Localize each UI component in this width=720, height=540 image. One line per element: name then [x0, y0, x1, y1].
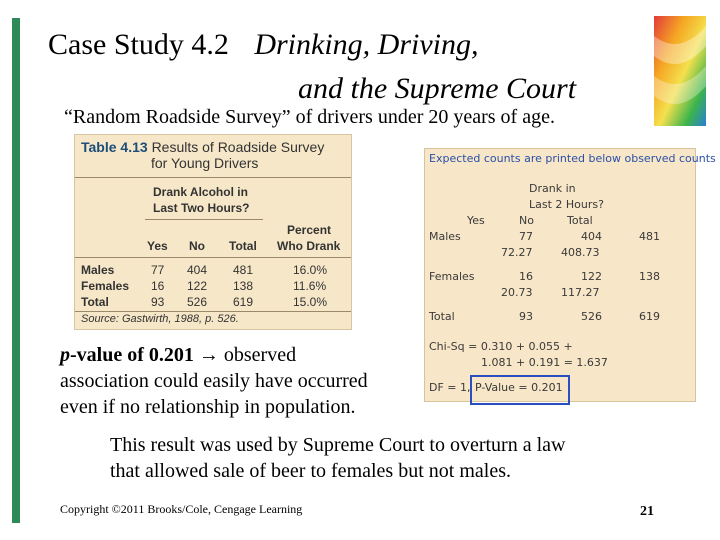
arrow-icon: →: [198, 344, 219, 366]
table-source: Source: Gastwirth, 1988, p. 526.: [81, 313, 239, 325]
minitab-cell: 408.73: [561, 246, 600, 259]
table-divider: [75, 177, 351, 178]
title-main: Case Study 4.2: [48, 28, 229, 61]
minitab-row-label: Females: [429, 270, 475, 283]
table-title-line2: for Young Drivers: [151, 155, 259, 171]
page-number: 21: [640, 504, 654, 519]
minitab-drank-line1: Drank in: [529, 182, 576, 195]
note-line1: This result was used by Supreme Court to overturn a law: [110, 434, 566, 456]
minitab-cell: 619: [639, 310, 660, 323]
left-accent-bar: [12, 18, 20, 523]
table-cell: 138: [233, 279, 254, 293]
slide-title: [48, 28, 479, 62]
pvalue-label: -value of 0.201: [70, 344, 194, 366]
table-cell: 93: [151, 295, 165, 309]
table-title-line1: Results of Roadside Survey: [151, 139, 325, 155]
minitab-header: Expected counts are printed below observed counts: [429, 152, 716, 165]
minitab-cell: 138: [639, 270, 660, 283]
minitab-col-yes: Yes: [467, 214, 485, 227]
title-italic-line2: and the Supreme Court: [298, 72, 577, 105]
table-footer-divider: [75, 311, 351, 312]
table-group-line2: Last Two Hours?: [153, 201, 250, 215]
table-label: Table 4.13: [81, 139, 148, 155]
table-cell: 404: [187, 263, 208, 277]
minitab-cell: 20.73: [501, 286, 533, 299]
minitab-col-total: Total: [567, 214, 593, 227]
table-col-no: No: [189, 239, 205, 253]
table-pct-line2: Who Drank: [277, 239, 341, 253]
minitab-cell: 481: [639, 230, 660, 243]
table-row-label: Females: [81, 279, 130, 293]
minitab-row-label: Total: [429, 310, 455, 323]
minitab-pvalue: P-Value = 0.201: [475, 381, 563, 394]
table-header-divider: [75, 257, 351, 258]
pvalue-tail: observed: [223, 344, 297, 366]
minitab-chisq-line1: Chi-Sq = 0.310 + 0.055 +: [429, 340, 573, 353]
table-col-yes: Yes: [147, 239, 168, 253]
minitab-cell: 117.27: [561, 286, 600, 299]
minitab-df: DF = 1,: [429, 381, 471, 394]
table-cell: 619: [233, 295, 254, 309]
copyright-text: Copyright ©2011 Brooks/Cole, Cengage Learning: [60, 502, 303, 516]
minitab-col-no: No: [519, 214, 534, 227]
table-col-total: Total: [229, 239, 257, 253]
minitab-drank-line2: Last 2 Hours?: [529, 198, 604, 211]
table-cell: 11.6%: [293, 279, 327, 293]
minitab-cell: 404: [581, 230, 602, 243]
minitab-cell: 93: [519, 310, 533, 323]
table-group-divider: [145, 219, 263, 220]
minitab-cell: 526: [581, 310, 602, 323]
pvalue-explanation: [60, 342, 368, 420]
minitab-cell: 72.27: [501, 246, 533, 259]
pvalue-line2: association could easily have occurred: [60, 370, 368, 392]
table-cell: 481: [233, 263, 254, 277]
table-cell: 526: [187, 295, 208, 309]
pvalue-line3: even if no relationship in population.: [60, 396, 356, 418]
slide-subtitle: “Random Roadside Survey” of drivers under 20 years of age.: [64, 106, 555, 128]
table-title: [81, 139, 324, 171]
table-cell: 15.0%: [293, 295, 328, 309]
table-group-line1: Drank Alcohol in: [153, 185, 248, 199]
minitab-cell: 122: [581, 270, 602, 283]
roadside-survey-table: [74, 134, 352, 330]
table-pct-line1: Percent: [287, 223, 332, 237]
minitab-chisq-line2: 1.081 + 0.191 = 1.637: [481, 356, 608, 369]
title-italic-line1: Drinking, Driving,: [254, 28, 479, 61]
pvalue-highlight-box: [470, 375, 570, 405]
note-line2: that allowed sale of beer to females but not males.: [110, 460, 511, 482]
table-cell: 77: [151, 263, 165, 277]
table-cell: 122: [187, 279, 208, 293]
supreme-court-note: [110, 432, 565, 484]
table-cell: 16.0%: [293, 263, 328, 277]
table-row-label: Total: [81, 295, 109, 309]
minitab-row-label: Males: [429, 230, 461, 243]
publisher-logo-graphic: [654, 16, 706, 126]
minitab-cell: 16: [519, 270, 533, 283]
p-letter: p: [60, 344, 70, 366]
minitab-output-panel: [424, 148, 716, 402]
minitab-cell: 77: [519, 230, 533, 243]
table-row-label: Males: [81, 263, 115, 277]
table-cell: 16: [151, 279, 165, 293]
